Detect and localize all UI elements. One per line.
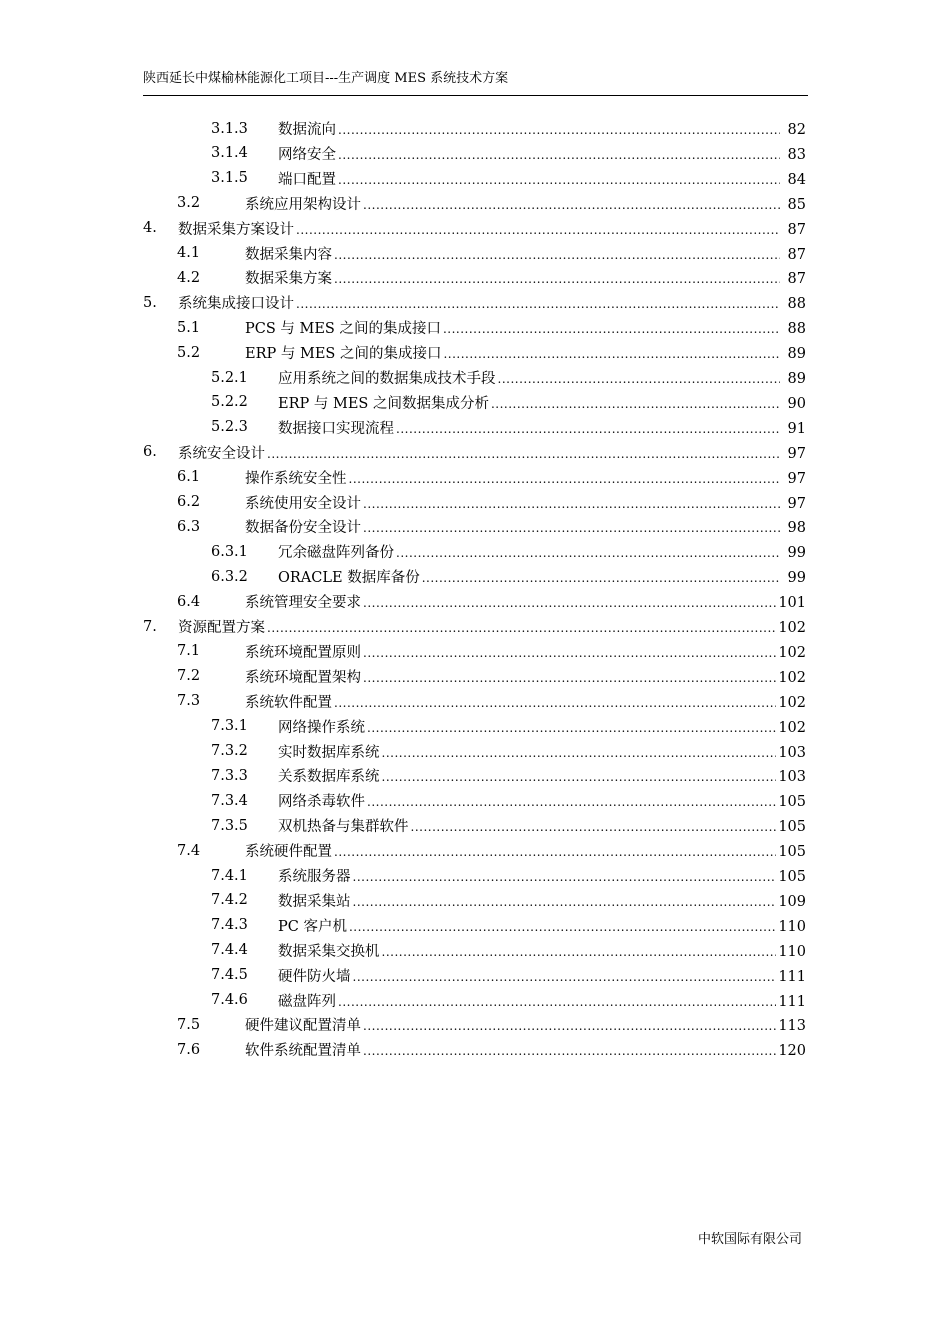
toc-entry[interactable] (211, 938, 806, 963)
toc-entry[interactable] (177, 241, 806, 266)
toc-leader-dots (334, 248, 780, 262)
toc-leader-dots (363, 671, 776, 685)
toc-entry[interactable] (143, 440, 806, 465)
toc-entry[interactable] (211, 390, 806, 415)
toc-entry-page: 111 (778, 993, 806, 1010)
toc-leader-dots (363, 646, 776, 660)
toc-entry-number: 6.3.2 (211, 568, 248, 585)
toc-entry[interactable] (211, 415, 806, 440)
toc-entry[interactable] (211, 988, 806, 1013)
toc-entry-page: 89 (787, 346, 806, 363)
toc-entry-title: 系统环境配置架构 (245, 669, 361, 686)
toc-entry[interactable] (177, 191, 806, 216)
toc-entry-title: 数据采集站 (278, 893, 351, 910)
toc-entry[interactable] (211, 963, 806, 988)
toc-entry-page: 87 (787, 221, 806, 238)
toc-entry[interactable] (143, 290, 806, 315)
toc-entry-page: 91 (787, 420, 806, 437)
toc-entry[interactable] (211, 813, 806, 838)
toc-entry-page: 102 (778, 694, 806, 711)
toc-entry-title: ORACLE 数据库备份 (278, 570, 420, 587)
toc-entry-page: 113 (778, 1018, 806, 1035)
toc-leader-dots (363, 521, 780, 535)
toc-leader-dots (396, 422, 780, 436)
toc-entry-number: 5. (143, 294, 157, 311)
toc-leader-dots (363, 1019, 776, 1033)
toc-entry-title: 双机热备与集群软件 (278, 819, 409, 836)
toc-entry-number: 7.4.6 (211, 992, 248, 1008)
toc-entry-title: 数据备份安全设计 (245, 520, 361, 537)
toc-entry-title: PC 客户机 (278, 918, 347, 935)
toc-entry-title: 系统使用安全设计 (245, 495, 361, 512)
toc-entry[interactable] (211, 539, 806, 564)
toc-entry-number: 4.2 (177, 269, 201, 286)
toc-entry-title: ERP 与 MES 之间的集成接口 (245, 346, 442, 363)
toc-entry-number: 7.3.3 (211, 767, 248, 784)
toc-leader-dots (382, 945, 777, 959)
toc-entry[interactable] (177, 490, 806, 515)
toc-entry-number: 7.4.3 (211, 917, 248, 934)
footer-company: 中软国际有限公司 (697, 1232, 802, 1247)
toc-leader-dots (334, 272, 780, 286)
toc-entry-page: 110 (778, 943, 806, 960)
toc-leader-dots (334, 845, 776, 859)
toc-entry-number: 7.4.1 (211, 867, 248, 884)
toc-leader-dots (338, 123, 780, 137)
toc-leader-dots (363, 497, 780, 511)
toc-entry-number: 7.6 (177, 1041, 201, 1058)
toc-leader-dots (353, 970, 777, 984)
toc-entry-page: 82 (787, 122, 806, 138)
toc-entry-page: 87 (787, 246, 806, 263)
toc-entry-number: 7.3.2 (211, 743, 248, 759)
toc-entry[interactable] (211, 913, 806, 938)
toc-entry[interactable] (177, 689, 806, 714)
toc-entry-number: 5.2.2 (211, 394, 248, 411)
toc-entry-page: 88 (787, 296, 806, 313)
toc-leader-dots (338, 148, 780, 162)
toc-entry-number: 7.5 (177, 1016, 201, 1033)
toc-entry-page: 102 (778, 719, 806, 736)
toc-entry-number: 3.1.4 (211, 145, 248, 162)
toc-entry-page: 103 (778, 744, 806, 761)
toc-leader-dots (382, 746, 777, 760)
toc-entry-number: 6.3.1 (211, 543, 248, 560)
page-header (143, 70, 808, 88)
toc-entry[interactable] (177, 589, 806, 614)
toc-entry-number: 6. (143, 444, 157, 461)
toc-entry-number: 7.4 (177, 842, 201, 859)
toc-entry-title: 磁盘阵列 (278, 993, 336, 1010)
toc-entry-number: 7.1 (177, 643, 201, 660)
toc-entry[interactable] (211, 166, 806, 191)
toc-entry-page: 105 (778, 844, 806, 861)
toc-entry-title: 端口配置 (278, 171, 336, 188)
toc-entry-number: 7.2 (177, 668, 201, 685)
toc-leader-dots (267, 447, 780, 461)
toc-entry[interactable] (177, 838, 806, 863)
toc-entry-page: 99 (787, 570, 806, 587)
toc-leader-dots (334, 696, 776, 710)
toc-entry-title: 资源配置方案 (178, 620, 265, 636)
toc-entry-title: 数据采集方案设计 (178, 221, 294, 238)
toc-entry-page: 105 (778, 819, 806, 836)
toc-entry[interactable] (211, 365, 806, 390)
toc-entry-number: 4. (143, 220, 157, 237)
toc-entry-number: 7.4.5 (211, 967, 248, 984)
toc-entry-number: 3.1.3 (211, 120, 248, 137)
toc-leader-dots (498, 372, 781, 386)
toc-entry-number: 6.4 (177, 593, 201, 610)
toc-entry[interactable] (177, 1037, 806, 1062)
toc-entry-page: 90 (787, 395, 806, 412)
toc-entry-number: 7.4.2 (211, 892, 248, 909)
toc-entry-page: 97 (787, 495, 806, 512)
toc-entry-title: 系统环境配置原则 (245, 644, 361, 661)
toc-entry-title: 系统应用架构设计 (245, 196, 361, 213)
toc-entry[interactable] (177, 664, 806, 689)
toc-entry-page: 97 (787, 470, 806, 487)
toc-leader-dots (363, 1044, 776, 1058)
toc-leader-dots (349, 920, 776, 934)
toc-entry[interactable] (177, 465, 806, 490)
toc-entry-page: 88 (787, 321, 806, 338)
header-divider (143, 95, 808, 96)
toc-entry-number: 7.3 (177, 693, 201, 710)
toc-entry-page: 120 (778, 1043, 806, 1060)
toc-entry-title: 操作系统安全性 (245, 470, 347, 487)
toc-entry-title: 系统管理安全要求 (245, 595, 361, 612)
toc-entry-number: 3.1.5 (211, 170, 248, 187)
toc-entry-title: PCS 与 MES 之间的集成接口 (245, 321, 441, 338)
toc-entry[interactable] (211, 564, 806, 589)
toc-entry[interactable] (177, 315, 806, 340)
toc-entry-title: 数据流向 (278, 122, 336, 138)
toc-entry-title: 冗余磁盘阵列备份 (278, 545, 394, 562)
toc-entry[interactable] (211, 739, 806, 764)
toc-leader-dots (422, 571, 780, 585)
toc-leader-dots (396, 546, 780, 560)
toc-leader-dots (296, 223, 780, 237)
toc-entry[interactable] (211, 863, 806, 888)
toc-entry-number: 6.1 (177, 469, 201, 486)
toc-entry[interactable] (177, 514, 806, 539)
toc-entry-title: 网络杀毒软件 (278, 794, 365, 811)
toc-entry-title: 数据采集内容 (245, 246, 332, 263)
toc-entry-page: 98 (787, 520, 806, 537)
toc-entry-page: 102 (778, 620, 806, 636)
toc-entry-number: 6.3 (177, 518, 201, 535)
toc-entry-page: 101 (778, 595, 806, 612)
toc-entry[interactable] (211, 116, 806, 141)
toc-entry-number: 6.2 (177, 494, 201, 510)
toc-entry-page: 89 (787, 371, 806, 387)
toc-entry-title: 软件系统配置清单 (245, 1043, 361, 1060)
toc-entry-page: 99 (787, 545, 806, 562)
header-title: 陕西延长中煤榆林能源化工项目---生产调度 MES 系统技术方案 (143, 71, 509, 86)
toc-leader-dots (411, 820, 777, 834)
toc-leader-dots (363, 198, 780, 212)
toc-entry-page: 83 (787, 146, 806, 163)
toc-entry-title: 网络安全 (278, 146, 336, 163)
toc-entry-number: 5.2 (177, 344, 201, 361)
toc-entry-page: 97 (787, 445, 806, 462)
toc-entry-page: 105 (778, 794, 806, 811)
toc-leader-dots (349, 472, 781, 486)
toc-entry-number: 7.4.4 (211, 942, 248, 959)
toc-leader-dots (443, 322, 780, 336)
toc-entry-title: 系统服务器 (278, 869, 351, 885)
toc-leader-dots (353, 870, 777, 884)
toc-entry-title: 系统集成接口设计 (178, 296, 294, 313)
toc-entry-number: 7.3.4 (211, 792, 248, 809)
toc-entry[interactable] (143, 614, 806, 639)
toc-entry-title: 系统软件配置 (245, 694, 332, 711)
toc-entry-page: 110 (778, 918, 806, 935)
toc-entry-title: 硬件建议配置清单 (245, 1018, 361, 1035)
toc-entry-number: 5.1 (177, 319, 201, 336)
toc-entry[interactable] (211, 888, 806, 913)
toc-leader-dots (367, 795, 776, 809)
toc-leader-dots (338, 173, 780, 187)
toc-entry[interactable] (211, 788, 806, 813)
toc-entry-title: 网络操作系统 (278, 719, 365, 736)
page-footer (698, 1228, 802, 1247)
toc-entry-title: 硬件防火墙 (278, 968, 351, 985)
toc-entry[interactable] (177, 340, 806, 365)
toc-entry[interactable] (177, 1012, 806, 1037)
toc-entry-page: 84 (787, 171, 806, 188)
toc-leader-dots (443, 347, 780, 361)
toc-entry-title: 系统硬件配置 (245, 844, 332, 861)
toc-entry-page: 87 (787, 271, 806, 288)
toc-entry-number: 7.3.1 (211, 718, 248, 735)
toc-leader-dots (382, 770, 777, 784)
toc-entry-title: 数据采集交换机 (278, 943, 380, 960)
toc-entry-page: 102 (778, 644, 806, 661)
toc-entry-number: 3.2 (177, 195, 201, 212)
toc-entry-page: 111 (778, 968, 806, 985)
toc-entry-page: 109 (778, 893, 806, 910)
toc-leader-dots (338, 995, 776, 1009)
toc-entry[interactable] (211, 763, 806, 788)
toc-leader-dots (367, 721, 776, 735)
toc-entry-title: 关系数据库系统 (278, 769, 380, 786)
toc-entry[interactable] (211, 714, 806, 739)
toc-leader-dots (353, 895, 777, 909)
toc-entry-page: 103 (778, 769, 806, 786)
toc-entry-title: 系统安全设计 (178, 445, 265, 462)
toc-leader-dots (363, 596, 776, 610)
toc-entry[interactable] (177, 639, 806, 664)
toc-entry-number: 7. (143, 618, 157, 635)
toc-leader-dots (267, 621, 776, 635)
toc-entry-number: 5.2.3 (211, 419, 248, 436)
toc-entry-page: 105 (778, 869, 806, 885)
toc-entry-title: 实时数据库系统 (278, 744, 380, 761)
toc-entry-page: 85 (787, 196, 806, 213)
toc-entry[interactable] (143, 216, 806, 241)
toc-leader-dots (491, 397, 780, 411)
toc-entry-title: 数据接口实现流程 (278, 420, 394, 437)
toc-entry-title: 应用系统之间的数据集成技术手段 (278, 371, 496, 387)
toc-entry[interactable] (211, 141, 806, 166)
toc-leader-dots (296, 297, 780, 311)
toc-entry-title: 数据采集方案 (245, 271, 332, 288)
toc-entry-number: 4.1 (177, 245, 201, 261)
toc-entry-number: 5.2.1 (211, 369, 248, 386)
toc-entry-page: 102 (778, 669, 806, 686)
toc-entry[interactable] (177, 265, 806, 290)
toc-entry-title: ERP 与 MES 之间数据集成分析 (278, 395, 489, 412)
toc-entry-number: 7.3.5 (211, 817, 248, 834)
